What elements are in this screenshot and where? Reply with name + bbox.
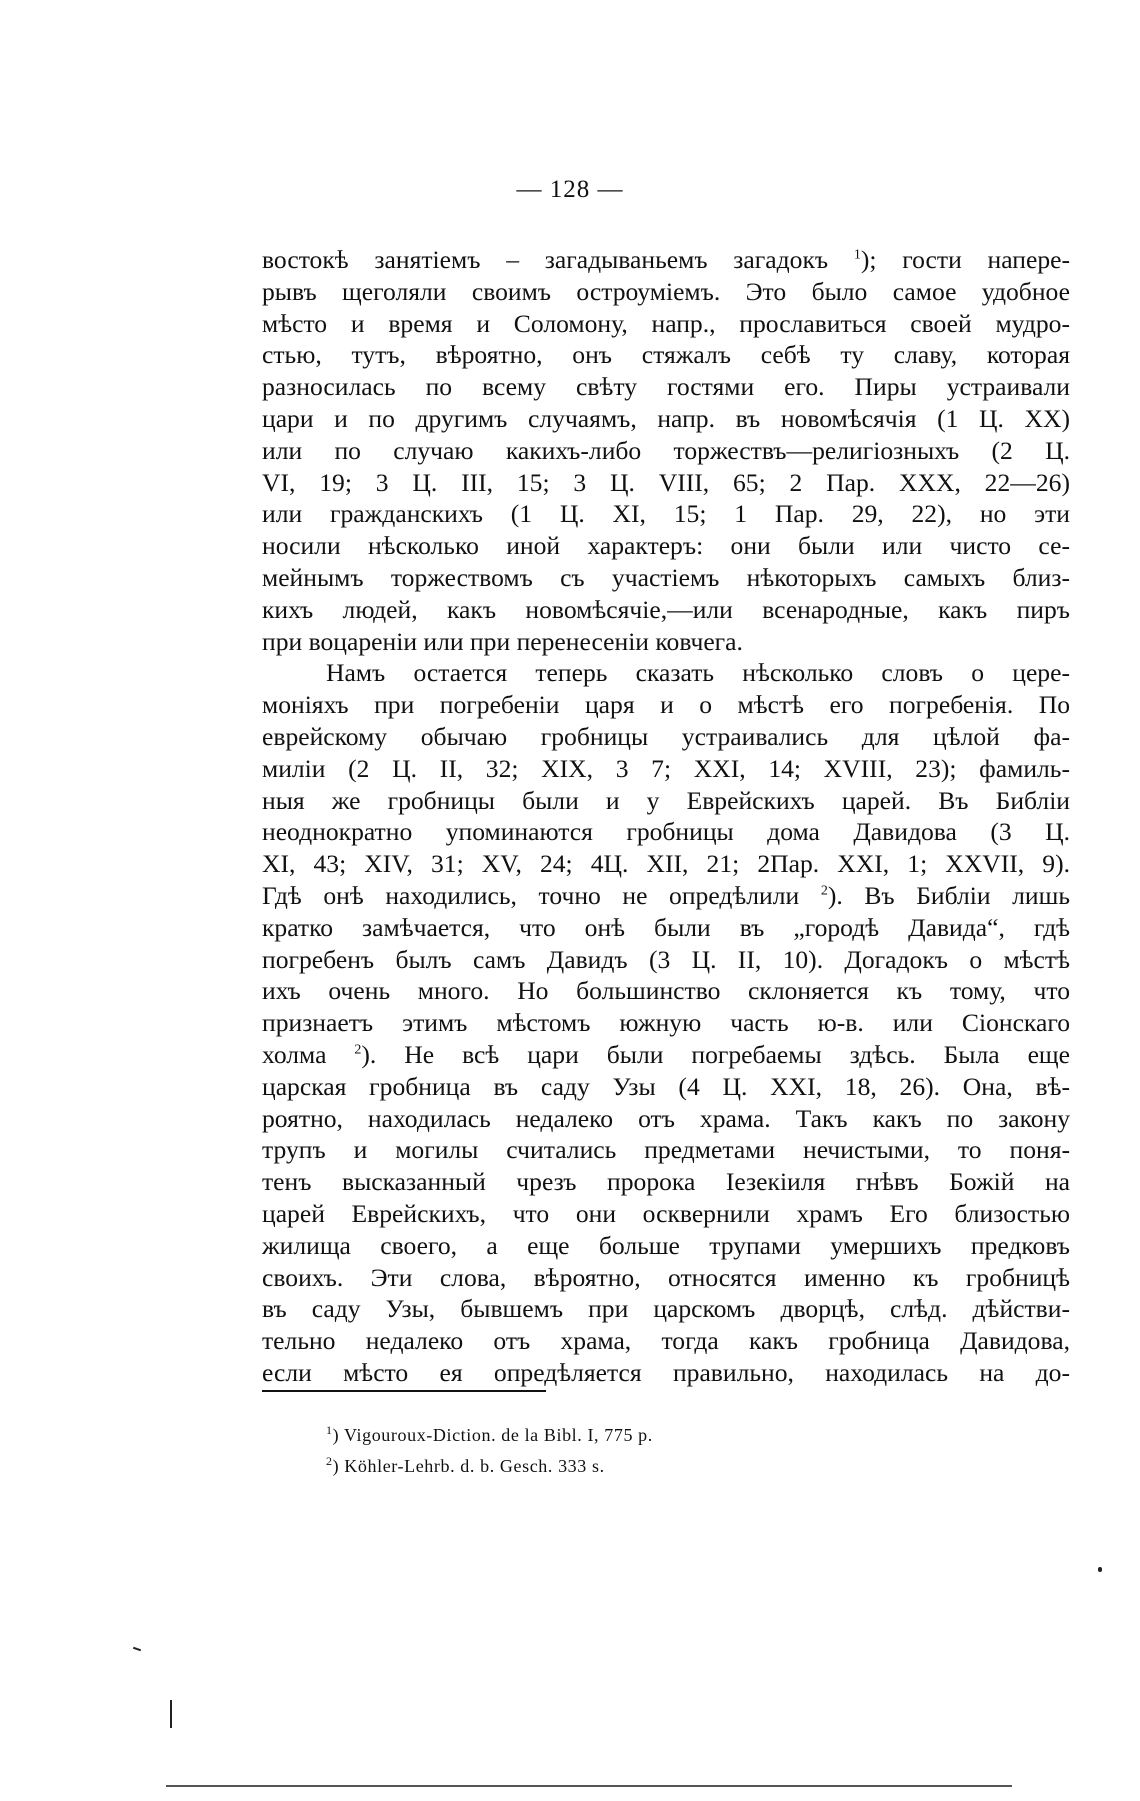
text-line: жилища своего, а еще больше трупами умершихъ предковъ (262, 1230, 1070, 1260)
text-line: погребенъ былъ самъ Давидъ (3 Ц. II, 10). Догадокъ о мѣстѣ (262, 944, 1070, 974)
footnote-divider (262, 1390, 546, 1392)
text-line: при воцареніи или при перенесеніи ковчега. (262, 626, 743, 656)
scan-speck (133, 1647, 141, 1652)
footnotes (326, 1420, 653, 1482)
text-line: XI, 43; XIV, 31; XV, 24; 4Ц. XII, 21; 2Пар. XXI, 1; XXVII, 9). (262, 849, 1070, 879)
text-line: тельно недалеко отъ храма, тогда какъ гробница Давидова, (262, 1326, 1070, 1356)
scan-speck (1098, 1567, 1102, 1572)
text-line: или гражданскихъ (1 Ц. XI, 15; 1 Пар. 29, 22), но эти (262, 499, 1070, 529)
page-number: — 128 — (516, 176, 624, 203)
text-line: Гдѣ онѣ находились, точно не опредѣлили $^2$). Въ Библіи лишь (262, 880, 1070, 910)
text-line: тенъ высказанный чрезъ пророка Іезекіиля гнѣвъ Божій на (262, 1167, 1070, 1197)
text-line: разносилась по всему свѣту гостями его. Пиры устраивали (262, 372, 1070, 402)
footnote-ref: 2 (820, 883, 828, 899)
text-line: мѣсто и время и Соломону, напр., прославиться своей мудро- (262, 308, 1070, 338)
text-line: миліи (2 Ц. II, 32; XIX, 3 7; XXI, 14; XVIII, 23); фамиль- (262, 753, 1070, 783)
text-line: ихъ очень много. Но большинство склоняется къ тому, что (262, 976, 1070, 1006)
paragraph-start-line: Намъ остается теперь сказать нѣсколько словъ о цере- (326, 658, 1070, 688)
footnote-1: $^1$) Vigouroux-Diction. de la Bibl. I, 775 p. (326, 1423, 653, 1445)
scan-speck (170, 1700, 172, 1728)
text-line: кратко замѣчается, что онѣ были въ „городѣ Давида“, гдѣ (262, 912, 1070, 942)
text-line: еврейскому обычаю гробницы устраивались для цѣлой фа- (262, 721, 1070, 751)
text-line: моніяхъ при погребеніи царя и о мѣстѣ его погребенія. По (262, 690, 1070, 720)
text-line: кихъ людей, какъ новомѣсячіе,—или всенародные, какъ пиръ (262, 594, 1070, 624)
text-line: или по случаю какихъ-либо торжествъ—религіозныхъ (2 Ц. (262, 435, 1070, 465)
text-line: востокѣ занятіемъ – загадываньемъ загадокъ $^1$); гости напере- (262, 245, 1070, 274)
text-line: холма $^2$). Не всѣ цари были погребаемы здѣсь. Была еще (262, 1039, 1070, 1069)
footnote-ref: 2 (354, 1042, 362, 1058)
text-line: роятно, находилась недалеко отъ храма. Такъ какъ по закону (262, 1103, 1070, 1133)
text-line: мейнымъ торжествомъ съ участіемъ нѣкоторыхъ самыхъ близ- (262, 562, 1070, 592)
body-text (262, 244, 1070, 1389)
text-line: цари и по другимъ случаямъ, напр. въ новомѣсячія (1 Ц. XX) (262, 403, 1070, 433)
text-line: признаетъ этимъ мѣстомъ южную часть ю-в. или Сіонскаго (262, 1008, 1070, 1038)
text-line: трупъ и могилы считались предметами нечистыми, то поня- (262, 1135, 1070, 1165)
text-line: VI, 19; 3 Ц. III, 15; 3 Ц. VIII, 65; 2 Пар. XXX, 22—26) (262, 467, 1070, 497)
text-line: неоднократно упоминаются гробницы дома Давидова (3 Ц. (262, 817, 1070, 847)
text-line: носили нѣсколько иной характеръ: они были или чисто се- (262, 531, 1070, 561)
text-line: ныя же гробницы были и у Еврейскихъ царей. Въ Библіи (262, 785, 1070, 815)
text-line: своихъ. Эти слова, вѣроятно, относятся именно къ гробницѣ (262, 1262, 1070, 1292)
text-line: рывъ щеголяли своимъ остроуміемъ. Это было самое удобное (262, 276, 1070, 306)
text-line: царей Еврейскихъ, что они осквернили храмъ Его близостью (262, 1198, 1070, 1228)
text-line: стью, тутъ, вѣроятно, онъ стяжалъ себѣ ту славу, которая (262, 340, 1070, 370)
scan-edge-line (166, 1785, 1012, 1787)
text-line: царская гробница въ саду Узы (4 Ц. XXI, 18, 26). Она, вѣ- (262, 1071, 1070, 1101)
text-line: въ саду Узы, бывшемъ при царскомъ дворцѣ, слѣд. дѣйстви- (262, 1294, 1070, 1324)
footnote-ref: 1 (853, 247, 861, 263)
text-line: если мѣсто ея опредѣляется правильно, находилась на до- (262, 1357, 1070, 1387)
footnote-2: $^2$) Köhler-Lehrb. d. b. Gesch. 333 s. (326, 1454, 605, 1476)
